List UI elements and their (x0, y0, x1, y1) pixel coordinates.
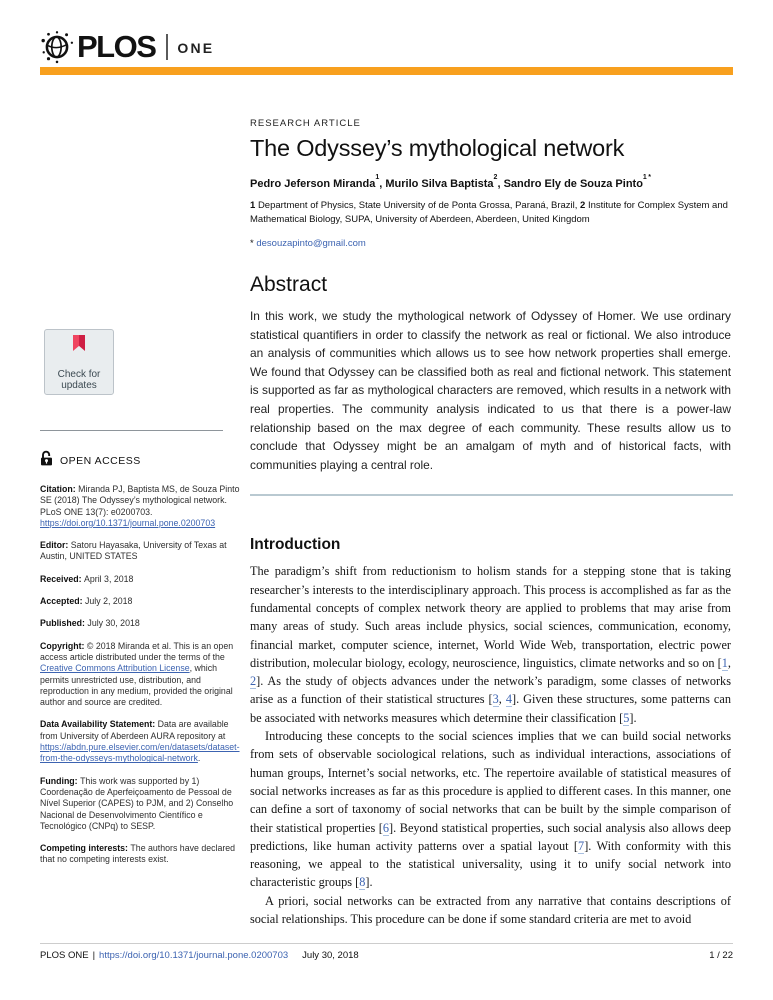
check-for-updates-badge[interactable] (44, 329, 114, 395)
footer-divider (40, 943, 733, 944)
text-segment: ]. Given these structures, some patterns can be associated with networks measures which determine their classification [ (250, 692, 731, 725)
ref-link-4[interactable]: 4 (505, 692, 512, 707)
text-segment: Pedro Jeferson Miranda (250, 178, 376, 190)
plos-wordmark: PLOS (77, 29, 156, 64)
check-for-updates-line1: Check for (57, 369, 101, 380)
text-segment: © 2018 Miranda et al. This is an open access article distributed under the terms of the (40, 640, 234, 662)
text-segment: Citation: (40, 484, 79, 494)
masthead-rule (40, 67, 733, 75)
corresponding-email-line (250, 238, 733, 249)
introduction-heading: Introduction (250, 536, 341, 554)
citation-doi-link[interactable]: https://doi.org/10.1371/journal.pone.0200703 (40, 517, 216, 528)
footer-doi-link[interactable]: https://doi.org/10.1371/journal.pone.0200703 (99, 950, 289, 961)
text-segment: 1 (375, 173, 380, 181)
dataset-link[interactable]: https://abdn.pure.elsevier.com/en/datasets/dataset-from-the-odysseys-mythological-network (40, 742, 240, 764)
text-segment: ]. As the study of objects advances under the network’s paradigm, some classes of networks arise as a function of their statistical structures [ (250, 674, 731, 707)
text-segment: Satoru Hayasaka, University of Texas at Austin, UNITED STATES (40, 540, 227, 562)
masthead-divider (166, 34, 168, 60)
intro-paragraph-3 (250, 892, 731, 929)
text-segment: Funding: (40, 775, 81, 786)
text-segment: ]. Beyond statistical properties, such social analysis also allows deep predictions, like human activity patterns over a spatial layout [ (250, 820, 731, 853)
open-lock-icon (40, 450, 53, 471)
article-title: The Odyssey’s mythological network (250, 135, 625, 161)
text-segment: , (498, 692, 506, 707)
text-segment: . (197, 753, 201, 764)
text-segment: July 2, 2018 (84, 596, 133, 607)
accepted-note (40, 596, 240, 607)
article-metadata-sidebar (40, 450, 240, 877)
ref-link-6[interactable]: 6 (382, 820, 390, 835)
text-segment: Copyright: (40, 640, 87, 651)
ref-link-5[interactable]: 5 (623, 710, 630, 725)
text-segment: April 3, 2018 (84, 573, 134, 584)
ref-link-7[interactable]: 7 (578, 838, 585, 853)
page-footer (40, 950, 733, 961)
article-body (250, 110, 733, 928)
ref-link-2[interactable]: 2 (250, 674, 257, 689)
text-segment: Published: (40, 618, 88, 629)
intro-paragraph-2 (250, 727, 731, 892)
text-segment: Department of Physics, State University of de Ponta Grossa, Paraná, Brazil, (257, 200, 581, 211)
journal-name: ONE (177, 40, 215, 56)
copyright-note (40, 641, 240, 709)
introduction-paragraphs (250, 562, 731, 928)
text-segment: , Murilo Silva Baptista (379, 178, 494, 190)
text-segment: 1 (250, 200, 258, 211)
text-segment: * (250, 238, 257, 249)
citation-note (40, 484, 240, 529)
text-segment: July 30, 2018 (87, 618, 140, 629)
funding-note (40, 776, 240, 832)
plos-masthead (40, 28, 214, 66)
text-segment: 2 (580, 200, 588, 211)
crossmark-icon (63, 335, 95, 367)
ref-link-1[interactable]: 1 (721, 655, 728, 670)
check-for-updates-label (58, 369, 101, 391)
text-segment: , Sandro Ely de Souza Pinto (497, 178, 643, 190)
footer-date: July 30, 2018 (302, 950, 359, 961)
text-segment: Data are available from University of Aberdeen AURA repository at (40, 719, 229, 741)
text-segment: , (727, 655, 731, 670)
sidebar-divider (40, 430, 223, 431)
footer-citation (40, 950, 359, 961)
open-access-row (40, 450, 240, 471)
text-segment: ]. With conformity with this reasoning, we appeal to the statistical universality, using it to unify social network into characteristic groups [ (250, 838, 731, 890)
text-segment: A priori, social networks can be extracted from any narrative that contains descriptions of social relationships. This procedure can be done if some standard criteria are met to avoid (250, 893, 731, 926)
text-segment: The paradigm’s shift from reductionism to holism stands for a stepping stone that is taking researcher’s interests to the interdisciplinary approach. This process is accomplished as far as the fundamental concepts of complex network theory are applied to problems that may arise from many areas of study. Such areas include physics, social sciences, communication, economy, financial market, computer science, internet, World Wide Web, transportation, electric power distribution, molecular biology, ecology, neuroscience, linguistics, climate networks and so on [ (250, 564, 731, 670)
abstract-heading: Abstract (250, 273, 328, 296)
text-segment: The authors have declared that no competing interests exist. (40, 843, 236, 865)
text-segment: Editor: (40, 540, 71, 551)
footer-separator: | (92, 950, 96, 961)
text-segment: ]. (629, 710, 637, 725)
text-segment: 2 (493, 173, 498, 181)
text-segment: ]. (365, 875, 373, 890)
text-segment: Introducing these concepts to the social sciences implies that we can build social networks from sets of observable sociological relations, such as individual interactions, associations of human groups, Internet’s social networks, etc. The repertoire available of statistical measures of social networks increases as far as this procedure is applied to different cases. In this manner, one can define a sort of taxonomy of social networks that can be built by the simple comparison of their statistical properties [ (250, 729, 731, 835)
text-segment: This work was supported by 1) Coordenação de Aperfeiçoamento de Pessoal de Nível Superior (CAPES) to PJM, and 2) Conselho Nacional de Desenvolvimento Científico e Tecnológico (CNPq) to SESP. (40, 775, 234, 831)
published-note (40, 618, 240, 629)
text-segment: * (646, 173, 651, 181)
text-segment: 1 (642, 173, 647, 181)
text-segment: Received: (40, 573, 85, 584)
abstract-text: In this work, we study the mythological network of Odyssey of Homer. We use ordinary statistical quantifiers in order to classify the network as real or fictional. We also introduce an analysis of communities which allows us to see how network properties shall emerge. We found that Odyssey can be classified both as real and fictional network. This statement is supported as far as mythological characters are removed, which results in a network with real properties. The community analysis indicated to us that there is a power-law relationship based on the max degree of each community. These results allow us to conclude that Odyssey might be an amalgam of myth and of historical facts, with communities playing a central role. (250, 309, 731, 472)
cc-license-link[interactable]: Creative Commons Attribution License (40, 663, 190, 674)
intro-paragraph-1 (250, 562, 731, 727)
article-type-kicker: RESEARCH ARTICLE (250, 118, 361, 129)
author-list (250, 173, 733, 190)
plos-globe-icon (40, 30, 74, 64)
text-segment: Accepted: (40, 596, 85, 607)
ref-link-3[interactable]: 3 (492, 692, 499, 707)
text-segment: Data Availability Statement: (40, 719, 158, 730)
received-note (40, 574, 240, 585)
text-segment: , which permits unrestricted use, distribution, and reproduction in any medium, provided the original author and source are credited. (40, 663, 233, 708)
footer-journal: PLOS ONE (40, 950, 89, 961)
crossmark-bookmark-icon (73, 335, 85, 351)
check-for-updates-line2: updates (61, 380, 97, 391)
data-availability-note (40, 719, 240, 764)
open-access-label: OPEN ACCESS (60, 454, 141, 467)
text-segment: Institute for Complex System and Mathematical Biology, SUPA, University of Aberdeen, Aberdeen, United Kingdom (250, 200, 728, 225)
abstract-divider (250, 494, 733, 496)
competing-interests-note (40, 843, 240, 866)
ref-link-8[interactable]: 8 (359, 875, 366, 890)
corresponding-email-link[interactable]: desouzapinto@gmail.com (256, 238, 366, 249)
text-segment: Miranda PJ, Baptista MS, de Souza Pinto SE (2018) The Odyssey’s mythological network. PLoS ONE 13(7): e0200703. (40, 484, 240, 517)
page-number: 1 / 22 (709, 950, 733, 961)
text-segment: Competing interests: (40, 843, 131, 854)
affiliations (250, 199, 728, 226)
editor-note (40, 540, 240, 563)
